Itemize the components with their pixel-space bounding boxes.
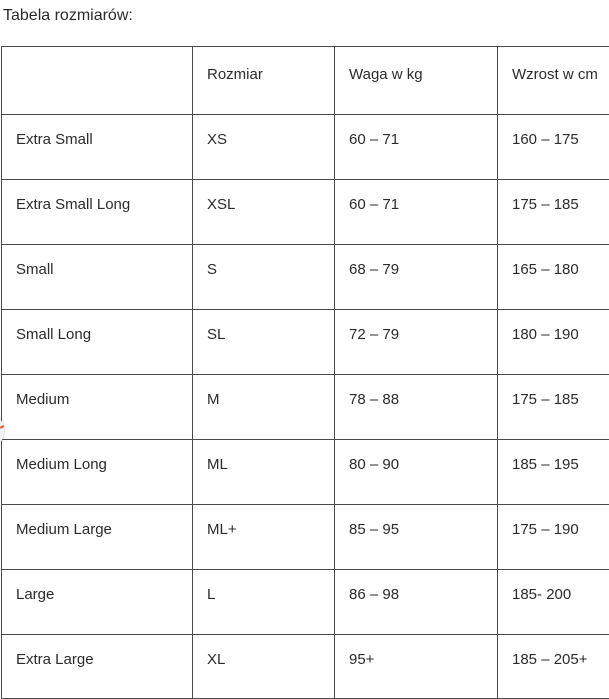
cell-weight: 80 – 90 xyxy=(335,440,498,505)
cell-weight: 78 – 88 xyxy=(335,375,498,440)
cell-size-code: M xyxy=(193,375,335,440)
table-row xyxy=(2,440,609,505)
cell-height: 180 – 190 xyxy=(498,310,609,375)
cell-weight: 68 – 79 xyxy=(335,245,498,310)
cell-height: 175 – 190 xyxy=(498,505,609,570)
cell-size-name: Extra Large xyxy=(2,635,193,699)
side-tab-bubble xyxy=(0,414,4,448)
table-row xyxy=(2,115,609,180)
cell-height: 185 – 195 xyxy=(498,440,609,505)
header-cell-weight: Waga w kg xyxy=(335,47,498,115)
cell-size-name: Medium xyxy=(2,375,193,440)
cell-size-code: ML+ xyxy=(193,505,335,570)
table-row xyxy=(2,245,609,310)
cell-size-code: ML xyxy=(193,440,335,505)
table-row xyxy=(2,180,609,245)
cell-height: 185- 200 xyxy=(498,570,609,635)
cell-weight: 60 – 71 xyxy=(335,115,498,180)
table-row xyxy=(2,570,609,635)
cell-size-code: S xyxy=(193,245,335,310)
table-row xyxy=(2,310,609,375)
cell-size-code: XSL xyxy=(193,180,335,245)
cell-height: 165 – 180 xyxy=(498,245,609,310)
table-header-row xyxy=(2,47,609,115)
cell-weight: 86 – 98 xyxy=(335,570,498,635)
cell-size-name: Medium Large xyxy=(2,505,193,570)
cell-weight: 60 – 71 xyxy=(335,180,498,245)
cell-size-name: Medium Long xyxy=(2,440,193,505)
cell-weight: 95+ xyxy=(335,635,498,699)
cell-size-code: XL xyxy=(193,635,335,699)
cell-size-name: Small Long xyxy=(2,310,193,375)
cell-size-code: SL xyxy=(193,310,335,375)
cell-height: 160 – 175 xyxy=(498,115,609,180)
header-cell-size: Rozmiar xyxy=(193,47,335,115)
cell-height: 185 – 205+ xyxy=(498,635,609,699)
table-row xyxy=(2,635,609,699)
cell-size-name: Small xyxy=(2,245,193,310)
cell-size-code: L xyxy=(193,570,335,635)
header-cell-height: Wzrost w cm xyxy=(498,47,609,115)
cell-size-code: XS xyxy=(193,115,335,180)
size-chart-table xyxy=(1,46,609,699)
cell-size-name: Extra Small xyxy=(2,115,193,180)
table-row xyxy=(2,375,609,440)
header-cell-name xyxy=(2,47,193,115)
cell-size-name: Extra Small Long xyxy=(2,180,193,245)
cell-height: 175 – 185 xyxy=(498,180,609,245)
side-tab-handle[interactable] xyxy=(0,414,6,448)
cell-size-name: Large xyxy=(2,570,193,635)
page-title: Tabela rozmiarów: xyxy=(3,7,133,24)
cell-weight: 85 – 95 xyxy=(335,505,498,570)
cell-weight: 72 – 79 xyxy=(335,310,498,375)
cell-height: 175 – 185 xyxy=(498,375,609,440)
table-row xyxy=(2,505,609,570)
